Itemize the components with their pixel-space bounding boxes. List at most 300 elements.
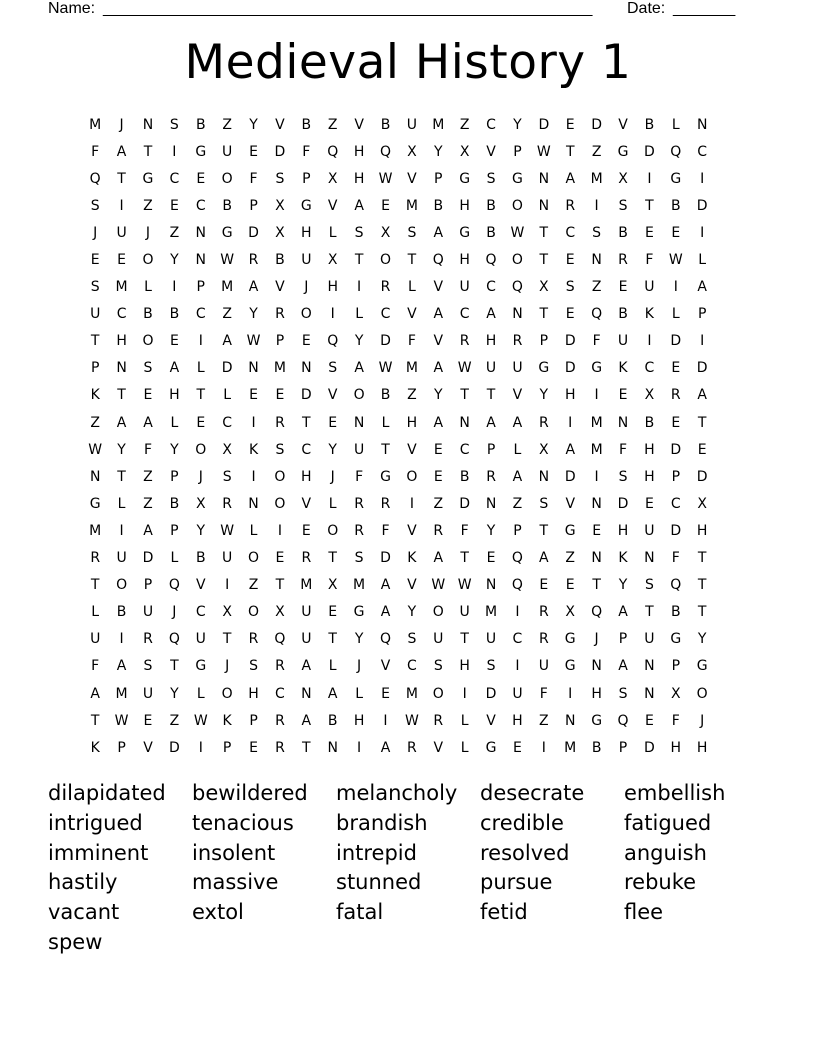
grid-letter: G xyxy=(670,170,682,187)
grid-letter: Q xyxy=(379,143,391,160)
grid-letter: I xyxy=(515,658,520,675)
grid-letter: Y xyxy=(117,441,126,458)
word-list-item: flee xyxy=(624,900,664,925)
grid-letter: J xyxy=(145,224,151,241)
grid-letter: E xyxy=(169,333,179,350)
grid-letter: Q xyxy=(485,252,497,269)
grid-letter: W xyxy=(457,360,472,377)
grid-letter: W xyxy=(378,170,393,187)
grid-letter: F xyxy=(355,468,364,485)
grid-letter: D xyxy=(644,143,655,160)
grid-letter: B xyxy=(195,550,206,567)
grid-letter: C xyxy=(222,414,233,431)
grid-letter: U xyxy=(512,685,523,702)
grid-letter: I xyxy=(594,387,599,404)
grid-letter: E xyxy=(196,170,206,187)
word-list-item: intrigued xyxy=(48,810,143,835)
grid-letter: G xyxy=(380,468,391,485)
grid-letter: L xyxy=(196,360,205,377)
grid-letter: O xyxy=(511,197,523,214)
grid-letter: O xyxy=(432,604,444,621)
grid-row xyxy=(82,165,742,192)
grid-letter: R xyxy=(380,279,391,296)
grid-letter: A xyxy=(512,414,523,431)
grid-letter: L xyxy=(117,495,126,512)
grid-letter: M xyxy=(115,685,128,702)
grid-letter: C xyxy=(565,224,576,241)
grid-letter: B xyxy=(644,414,655,431)
grid-letter: H xyxy=(644,468,655,485)
grid-letter: E xyxy=(565,116,575,133)
word-list-item: stunned xyxy=(336,870,422,895)
word-list-item: rebuke xyxy=(624,870,697,895)
grid-row xyxy=(82,490,742,517)
grid-letter: A xyxy=(433,224,444,241)
grid-letter: U xyxy=(116,224,127,241)
name-label: Name: xyxy=(48,0,96,17)
grid-letter: J xyxy=(172,604,177,621)
grid-letter: G xyxy=(459,224,471,241)
grid-letter: H xyxy=(512,712,523,729)
grid-letter: N xyxy=(485,495,497,512)
grid-letter: T xyxy=(90,333,100,350)
grid-letter: A xyxy=(301,658,312,675)
grid-letter: Q xyxy=(168,631,180,648)
grid-letter: B xyxy=(433,197,444,214)
grid-letter: A xyxy=(512,468,523,485)
grid-letter: I xyxy=(568,685,573,702)
grid-letter: N xyxy=(248,360,259,377)
grid-letter: B xyxy=(486,224,496,241)
grid-letter: F xyxy=(143,441,152,458)
grid-letter: B xyxy=(618,224,628,241)
grid-letter: T xyxy=(302,739,311,756)
grid-letter: I xyxy=(673,279,678,296)
grid-letter: K xyxy=(644,306,654,323)
word-list-item: tenacious xyxy=(192,810,294,835)
grid-letter: I xyxy=(119,197,124,214)
grid-letter: O xyxy=(432,685,444,702)
grid-letter: S xyxy=(592,224,602,241)
grid-letter: H xyxy=(564,387,576,404)
grid-letter: N xyxy=(195,224,206,241)
grid-letter: U xyxy=(512,360,523,377)
grid-letter: I xyxy=(647,170,652,187)
grid-letter: E xyxy=(301,333,311,350)
grid-letter: T xyxy=(539,224,549,241)
grid-letter: P xyxy=(486,441,496,458)
grid-letter: S xyxy=(90,197,100,214)
grid-letter: S xyxy=(486,658,496,675)
grid-letter: C xyxy=(169,170,180,187)
grid-letter: I xyxy=(225,577,230,594)
grid-letter: Q xyxy=(379,631,391,648)
grid-letter: P xyxy=(222,739,232,756)
grid-letter: Y xyxy=(486,522,496,539)
grid-letter: I xyxy=(647,333,652,350)
grid-letter: E xyxy=(381,685,390,702)
grid-row xyxy=(82,382,742,409)
grid-letter: T xyxy=(328,631,337,648)
grid-letter: E xyxy=(618,279,628,296)
grid-letter: V xyxy=(407,522,417,539)
grid-letter: S xyxy=(618,685,628,702)
grid-letter: I xyxy=(251,414,256,431)
grid-letter: G xyxy=(591,712,603,729)
grid-letter: C xyxy=(380,306,391,323)
grid-letter: I xyxy=(119,631,124,648)
grid-row xyxy=(82,680,742,707)
grid-letter: G xyxy=(459,170,471,187)
grid-letter: D xyxy=(380,550,391,567)
grid-letter: K xyxy=(90,387,100,404)
grid-letter: N xyxy=(89,468,101,485)
word-list-item: insolent xyxy=(192,840,276,865)
word-search-grid xyxy=(82,111,742,761)
grid-letter: T xyxy=(328,550,337,567)
grid-letter: E xyxy=(249,739,258,756)
grid-row xyxy=(82,734,742,761)
grid-letter: M xyxy=(590,441,603,458)
grid-letter: T xyxy=(539,306,549,323)
grid-letter: T xyxy=(460,631,469,648)
grid-letter: L xyxy=(460,739,469,756)
grid-letter: U xyxy=(459,279,470,296)
grid-letter: O xyxy=(353,387,365,404)
grid-letter: I xyxy=(119,522,124,539)
grid-letter: V xyxy=(301,495,312,512)
grid-letter: M xyxy=(353,577,366,594)
grid-letter: H xyxy=(617,522,629,539)
grid-letter: S xyxy=(275,441,285,458)
grid-letter: E xyxy=(697,441,707,458)
grid-letter: T xyxy=(196,387,206,404)
grid-letter: T xyxy=(275,577,285,594)
grid-letter: J xyxy=(700,712,705,729)
grid-letter: F xyxy=(645,252,654,269)
grid-letter: Z xyxy=(222,116,232,133)
grid-letter: O xyxy=(142,252,154,269)
grid-letter: P xyxy=(618,631,628,648)
grid-letter: F xyxy=(671,712,680,729)
grid-letter: T xyxy=(592,577,601,594)
grid-letter: W xyxy=(88,441,103,458)
grid-letter: L xyxy=(196,685,205,702)
grid-letter: B xyxy=(644,116,655,133)
grid-letter: D xyxy=(696,468,708,485)
grid-letter: D xyxy=(538,116,550,133)
grid-letter: O xyxy=(221,170,233,187)
grid-letter: G xyxy=(221,224,233,241)
grid-letter: E xyxy=(671,224,681,241)
grid-row xyxy=(82,707,742,734)
grid-letter: F xyxy=(671,550,680,567)
grid-letter: D xyxy=(380,333,391,350)
grid-letter: R xyxy=(486,468,496,485)
grid-letter: D xyxy=(564,468,576,485)
word-list-item: spew xyxy=(48,929,103,954)
grid-letter: K xyxy=(618,360,628,377)
grid-letter: O xyxy=(327,522,339,539)
grid-row xyxy=(82,138,742,165)
grid-letter: V xyxy=(407,170,417,187)
grid-letter: A xyxy=(433,550,444,567)
grid-letter: M xyxy=(273,360,286,377)
word-list-item: hastily xyxy=(48,870,118,895)
grid-letter: J xyxy=(225,658,230,675)
grid-letter: Y xyxy=(539,387,549,404)
grid-letter: R xyxy=(90,550,101,567)
grid-letter: N xyxy=(195,252,206,269)
grid-letter: B xyxy=(169,495,180,512)
grid-letter: F xyxy=(539,685,548,702)
grid-letter: Z xyxy=(143,197,153,214)
grid-letter: V xyxy=(407,306,417,323)
grid-letter: W xyxy=(193,712,208,729)
grid-letter: E xyxy=(143,712,153,729)
grid-letter: T xyxy=(539,252,549,269)
grid-letter: I xyxy=(700,170,705,187)
grid-letter: I xyxy=(700,333,705,350)
grid-letter: J xyxy=(198,468,203,485)
grid-letter: A xyxy=(433,414,444,431)
grid-letter: D xyxy=(617,495,629,512)
grid-letter: E xyxy=(381,197,390,214)
grid-letter: T xyxy=(117,170,126,187)
grid-letter: G xyxy=(670,631,682,648)
grid-letter: Y xyxy=(170,685,179,702)
grid-letter: P xyxy=(170,522,179,539)
grid-row xyxy=(82,653,742,680)
grid-letter: I xyxy=(462,685,467,702)
grid-letter: O xyxy=(300,306,312,323)
grid-letter: W xyxy=(220,522,235,539)
grid-letter: Q xyxy=(617,712,629,729)
grid-letter: L xyxy=(91,604,100,621)
word-list-item: pursue xyxy=(480,870,553,895)
grid-letter: H xyxy=(301,468,312,485)
grid-letter: T xyxy=(222,631,232,648)
grid-letter: X xyxy=(539,279,549,296)
grid-letter: M xyxy=(89,116,102,133)
grid-letter: S xyxy=(143,658,153,675)
grid-letter: O xyxy=(511,252,523,269)
grid-letter: X xyxy=(459,143,470,160)
grid-letter: I xyxy=(515,604,520,621)
grid-letter: I xyxy=(383,712,388,729)
grid-letter: R xyxy=(565,197,576,214)
grid-letter: G xyxy=(142,170,154,187)
grid-letter: Z xyxy=(591,279,602,296)
grid-letter: R xyxy=(248,252,259,269)
grid-letter: V xyxy=(618,116,628,133)
grid-letter: F xyxy=(381,522,390,539)
word-list-item: credible xyxy=(480,810,564,835)
grid-letter: T xyxy=(460,387,469,404)
grid-letter: H xyxy=(696,739,708,756)
grid-letter: Y xyxy=(354,631,364,648)
grid-letter: C xyxy=(275,685,285,702)
grid-letter: A xyxy=(116,658,127,675)
grid-letter: E xyxy=(671,414,681,431)
grid-letter: V xyxy=(565,495,576,512)
grid-letter: O xyxy=(274,468,286,485)
grid-letter: Z xyxy=(433,495,444,512)
grid-letter: A xyxy=(116,143,127,160)
grid-letter: W xyxy=(114,712,129,729)
grid-letter: C xyxy=(486,116,496,133)
grid-letter: E xyxy=(618,387,628,404)
grid-letter: B xyxy=(327,712,338,729)
grid-letter: K xyxy=(248,441,259,458)
grid-letter: Y xyxy=(407,604,417,621)
grid-letter: U xyxy=(538,658,549,675)
grid-letter: E xyxy=(644,224,654,241)
grid-letter: U xyxy=(433,631,444,648)
grid-letter: E xyxy=(301,522,311,539)
grid-letter: L xyxy=(355,306,363,323)
grid-letter: W xyxy=(510,224,525,241)
grid-letter: Q xyxy=(168,577,180,594)
grid-letter: V xyxy=(275,279,285,296)
word-list-item: melancholy xyxy=(336,781,458,805)
grid-letter: V xyxy=(195,577,206,594)
grid-letter: R xyxy=(275,658,285,675)
grid-letter: N xyxy=(538,468,550,485)
grid-letter: D xyxy=(696,197,708,214)
grid-letter: E xyxy=(328,414,338,431)
grid-letter: P xyxy=(302,170,311,187)
grid-letter: B xyxy=(486,197,496,214)
grid-letter: C xyxy=(512,631,523,648)
grid-letter: G xyxy=(485,739,497,756)
grid-letter: G xyxy=(564,658,576,675)
grid-letter: O xyxy=(696,685,708,702)
grid-letter: E xyxy=(539,577,549,594)
grid-letter: X xyxy=(327,577,338,594)
grid-letter: L xyxy=(249,522,258,539)
grid-letter: Q xyxy=(327,143,339,160)
grid-letter: V xyxy=(143,739,153,756)
grid-letter: T xyxy=(117,468,126,485)
grid-letter: M xyxy=(221,279,234,296)
grid-letter: B xyxy=(618,306,628,323)
grid-letter: D xyxy=(300,387,312,404)
grid-letter: P xyxy=(90,360,100,377)
grid-letter: U xyxy=(301,631,312,648)
grid-letter: F xyxy=(91,658,100,675)
grid-letter: T xyxy=(697,550,707,567)
grid-letter: B xyxy=(195,116,206,133)
grid-letter: J xyxy=(93,224,98,241)
grid-letter: A xyxy=(143,522,153,539)
grid-letter: V xyxy=(512,387,523,404)
grid-letter: N xyxy=(142,116,154,133)
grid-letter: P xyxy=(697,306,707,323)
grid-letter: G xyxy=(617,143,629,160)
grid-letter: U xyxy=(301,604,312,621)
header-line xyxy=(48,0,748,20)
grid-letter: S xyxy=(618,197,628,214)
grid-letter: N xyxy=(301,360,312,377)
grid-letter: U xyxy=(485,631,497,648)
grid-letter: N xyxy=(591,658,602,675)
grid-letter: Q xyxy=(89,170,101,187)
grid-letter: T xyxy=(697,577,707,594)
grid-letter: I xyxy=(357,279,362,296)
grid-letter: X xyxy=(222,604,232,621)
grid-row xyxy=(82,599,742,626)
grid-letter: D xyxy=(591,116,602,133)
grid-letter: X xyxy=(539,441,549,458)
grid-letter: K xyxy=(407,550,417,567)
grid-letter: B xyxy=(380,387,391,404)
grid-letter: L xyxy=(355,685,363,702)
grid-letter: B xyxy=(222,197,232,214)
grid-letter: I xyxy=(357,739,362,756)
grid-letter: L xyxy=(328,658,337,675)
word-list-item: embellish xyxy=(624,781,726,805)
grid-letter: V xyxy=(433,739,444,756)
grid-letter: A xyxy=(248,279,259,296)
grid-letter: D xyxy=(670,441,682,458)
grid-letter: T xyxy=(460,550,469,567)
word-list xyxy=(48,779,768,958)
grid-row xyxy=(82,301,742,328)
grid-letter: R xyxy=(143,631,153,648)
grid-letter: R xyxy=(301,550,312,567)
grid-letter: U xyxy=(406,116,417,133)
grid-letter: T xyxy=(486,387,496,404)
grid-letter: P xyxy=(618,739,628,756)
grid-letter: A xyxy=(697,279,707,296)
grid-letter: N xyxy=(327,739,338,756)
word-list-item: brandish xyxy=(336,810,428,835)
grid-letter: U xyxy=(644,522,655,539)
grid-letter: P xyxy=(513,522,522,539)
grid-letter: S xyxy=(354,550,364,567)
grid-letter: U xyxy=(142,685,154,702)
grid-letter: O xyxy=(406,468,418,485)
grid-letter: L xyxy=(144,279,152,296)
grid-letter: Z xyxy=(407,387,417,404)
grid-letter: O xyxy=(116,577,128,594)
grid-letter: E xyxy=(328,604,338,621)
grid-letter: P xyxy=(249,712,258,729)
grid-letter: W xyxy=(457,577,472,594)
grid-letter: U xyxy=(222,143,233,160)
grid-letter: U xyxy=(116,550,127,567)
grid-letter: A xyxy=(222,333,232,350)
grid-letter: E xyxy=(275,387,285,404)
grid-letter: F xyxy=(249,170,258,187)
grid-letter: U xyxy=(459,604,470,621)
grid-letter: H xyxy=(591,685,602,702)
grid-letter: H xyxy=(485,333,497,350)
grid-letter: W xyxy=(536,143,551,160)
grid-letter: H xyxy=(406,414,418,431)
grid-letter: C xyxy=(459,441,470,458)
grid-letter: H xyxy=(644,441,655,458)
grid-letter: J xyxy=(594,631,599,648)
grid-letter: K xyxy=(618,550,628,567)
grid-letter: N xyxy=(485,577,497,594)
grid-letter: X xyxy=(222,441,232,458)
grid-letter: Z xyxy=(565,550,576,567)
grid-letter: L xyxy=(460,712,469,729)
grid-letter: B xyxy=(591,739,602,756)
grid-letter: Z xyxy=(143,468,153,485)
